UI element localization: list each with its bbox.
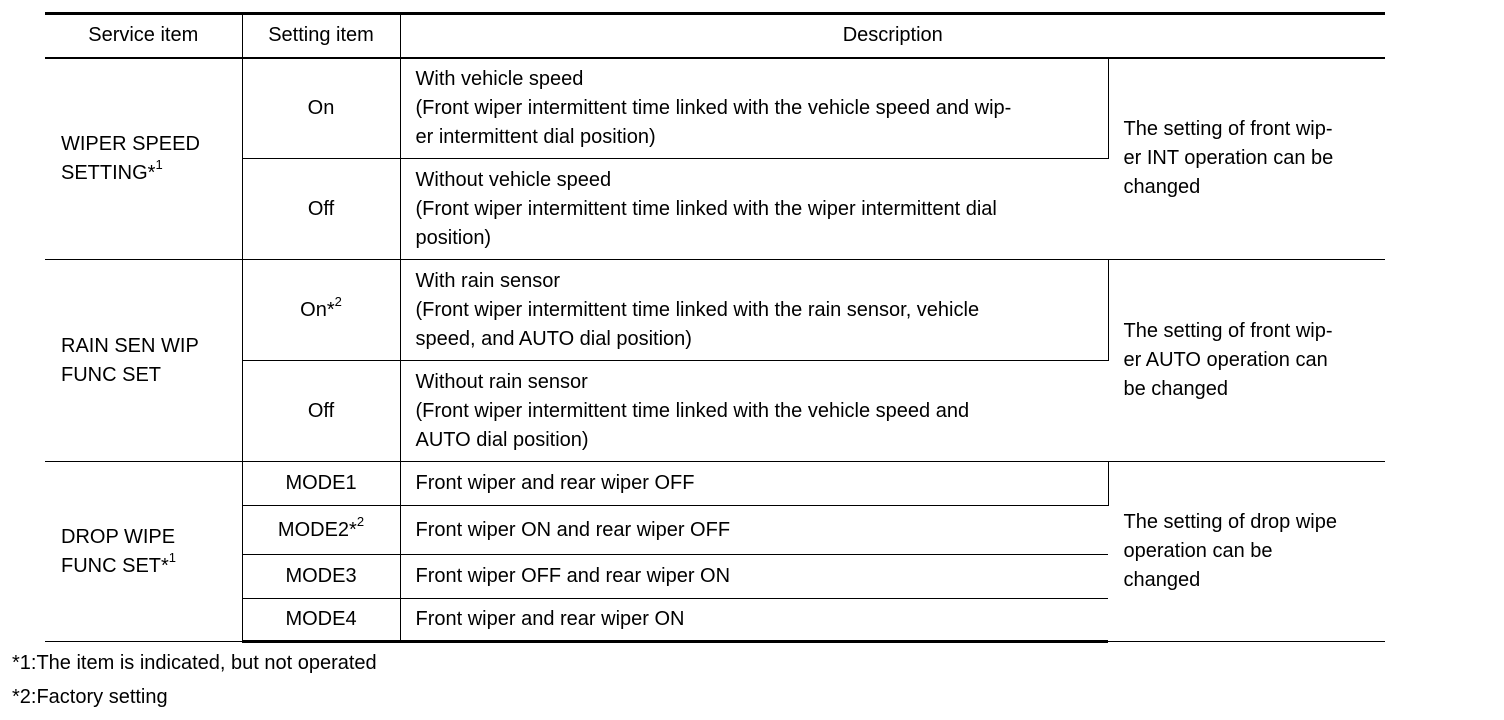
description-cell: Front wiper ON and rear wiper OFF bbox=[400, 506, 1108, 555]
description-cell: Without vehicle speed (Front wiper intermittent time linked with the wiper intermittent dial position) bbox=[400, 159, 1108, 260]
description-cell: Front wiper and rear wiper OFF bbox=[400, 462, 1108, 506]
wiper-settings-table bbox=[45, 12, 1385, 643]
setting-item: MODE1 bbox=[242, 462, 400, 506]
setting-item: On*$^2$ bbox=[242, 260, 400, 361]
table-row bbox=[45, 462, 1385, 506]
service-item-rain-sensor bbox=[45, 260, 242, 462]
footnote-2: *2:Factory setting bbox=[12, 686, 168, 708]
setting-item: Off bbox=[242, 159, 400, 260]
effect-cell: The setting of front wip- er AUTO operation can be changed bbox=[1108, 260, 1385, 462]
effect-cell: The setting of drop wipe operation can be changed bbox=[1108, 462, 1385, 642]
header-setting-item: Setting item bbox=[242, 14, 400, 58]
setting-item: Off bbox=[242, 361, 400, 462]
description-cell: With rain sensor (Front wiper intermittent time linked with the rain sensor, vehicle speed, and AUTO dial position) bbox=[400, 260, 1108, 361]
setting-item: MODE2*$^2$ bbox=[242, 506, 400, 555]
setting-item: MODE4 bbox=[242, 599, 400, 642]
service-item-drop-wipe: DROP WIPE FUNC SET*$^1$ bbox=[45, 462, 242, 642]
description-cell: Without rain sensor (Front wiper intermittent time linked with the vehicle speed and AUTO dial position) bbox=[400, 361, 1108, 462]
description-cell: Front wiper OFF and rear wiper ON bbox=[400, 555, 1108, 599]
header-row bbox=[45, 14, 1385, 58]
effect-cell: The setting of front wip- er INT operation can be changed bbox=[1108, 58, 1385, 260]
table-row bbox=[45, 58, 1385, 159]
description-cell: With vehicle speed (Front wiper intermittent time linked with the vehicle speed and wip- er intermittent dial position) bbox=[400, 58, 1108, 159]
header-service-item: Service item bbox=[45, 14, 242, 58]
setting-item: On bbox=[242, 58, 400, 159]
table-row bbox=[45, 260, 1385, 361]
footnote-1: *1:The item is indicated, but not operated bbox=[12, 652, 377, 674]
description-cell: Front wiper and rear wiper ON bbox=[400, 599, 1108, 642]
header-description: Description bbox=[400, 14, 1385, 58]
service-item-wiper-speed: WIPER SPEED SETTING*$^1$ bbox=[45, 58, 242, 260]
setting-item: MODE3 bbox=[242, 555, 400, 599]
footnotes bbox=[12, 646, 377, 714]
service-item-label: RAIN SEN WIP FUNC SET bbox=[61, 334, 199, 386]
